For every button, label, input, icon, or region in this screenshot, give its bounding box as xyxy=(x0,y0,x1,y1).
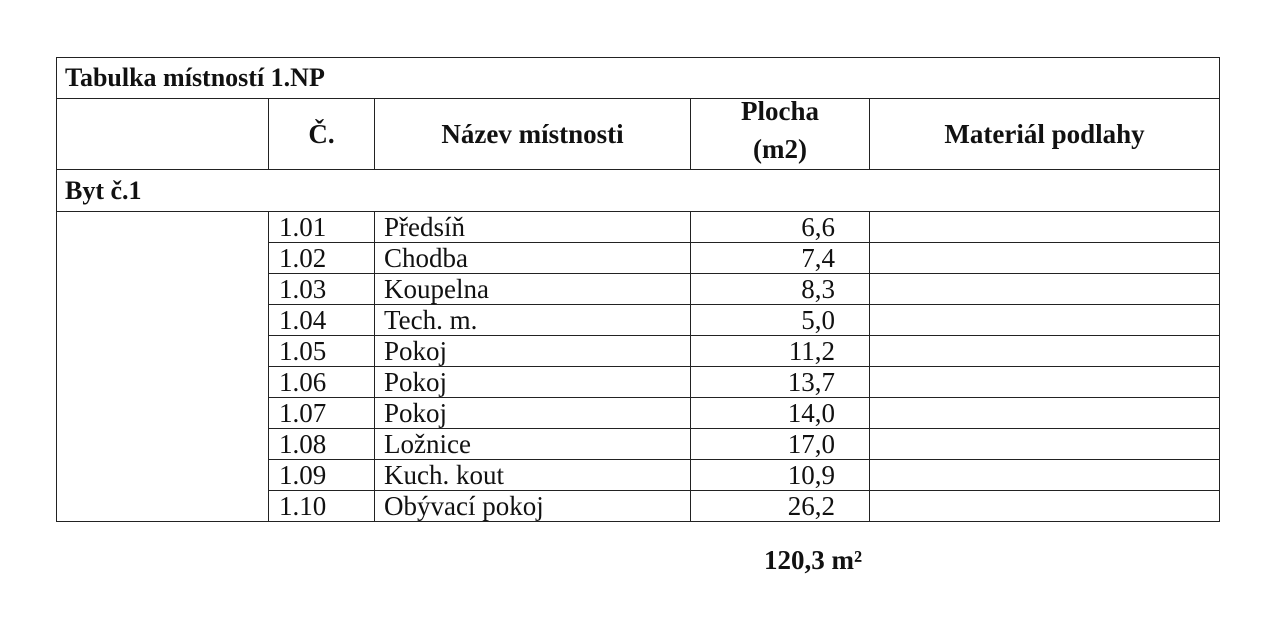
room-code: 1.09 xyxy=(269,460,375,491)
room-floor-material xyxy=(870,305,1220,336)
room-area: 13,7 xyxy=(691,367,870,398)
header-blank xyxy=(57,99,269,170)
room-floor-material xyxy=(870,243,1220,274)
room-name: Tech. m. xyxy=(375,305,691,336)
room-name: Ložnice xyxy=(375,429,691,460)
room-floor-material xyxy=(870,336,1220,367)
room-name: Pokoj xyxy=(375,336,691,367)
room-area: 10,9 xyxy=(691,460,870,491)
room-area: 14,0 xyxy=(691,398,870,429)
room-area: 17,0 xyxy=(691,429,870,460)
room-code: 1.02 xyxy=(269,243,375,274)
table-row xyxy=(57,212,1220,243)
section-label: Byt č.1 xyxy=(57,170,1220,212)
section-row xyxy=(57,170,1220,212)
header-area-unit: (m2) xyxy=(753,134,807,164)
section-spacer-cell xyxy=(57,212,269,522)
room-code: 1.03 xyxy=(269,274,375,305)
room-floor-material xyxy=(870,398,1220,429)
room-area: 8,3 xyxy=(691,274,870,305)
room-code: 1.05 xyxy=(269,336,375,367)
room-area: 5,0 xyxy=(691,305,870,336)
room-name: Obývací pokoj xyxy=(375,491,691,522)
room-code: 1.08 xyxy=(269,429,375,460)
room-area: 11,2 xyxy=(691,336,870,367)
room-name: Chodba xyxy=(375,243,691,274)
header-area-label: Plocha xyxy=(741,98,819,126)
room-floor-material xyxy=(870,460,1220,491)
room-floor-material xyxy=(870,367,1220,398)
room-code: 1.01 xyxy=(269,212,375,243)
room-name: Pokoj xyxy=(375,367,691,398)
header-floor-material: Materiál podlahy xyxy=(870,99,1220,170)
table-title: Tabulka místností 1.NP xyxy=(57,58,1220,99)
room-code: 1.10 xyxy=(269,491,375,522)
room-name: Pokoj xyxy=(375,398,691,429)
header-room-name: Název místnosti xyxy=(375,99,691,170)
room-code: 1.06 xyxy=(269,367,375,398)
room-code: 1.04 xyxy=(269,305,375,336)
room-name: Předsíň xyxy=(375,212,691,243)
room-floor-material xyxy=(870,274,1220,305)
header-number: Č. xyxy=(269,99,375,170)
room-floor-material xyxy=(870,429,1220,460)
room-name: Koupelna xyxy=(375,274,691,305)
room-floor-material xyxy=(870,491,1220,522)
header-area xyxy=(691,99,870,170)
room-area: 26,2 xyxy=(691,491,870,522)
room-code: 1.07 xyxy=(269,398,375,429)
title-row xyxy=(57,58,1220,99)
room-area: 6,6 xyxy=(691,212,870,243)
header-row xyxy=(57,99,1220,170)
total-area: 120,3 m² xyxy=(764,545,863,575)
room-area: 7,4 xyxy=(691,243,870,274)
room-table xyxy=(56,57,1220,522)
room-name: Kuch. kout xyxy=(375,460,691,491)
room-floor-material xyxy=(870,212,1220,243)
